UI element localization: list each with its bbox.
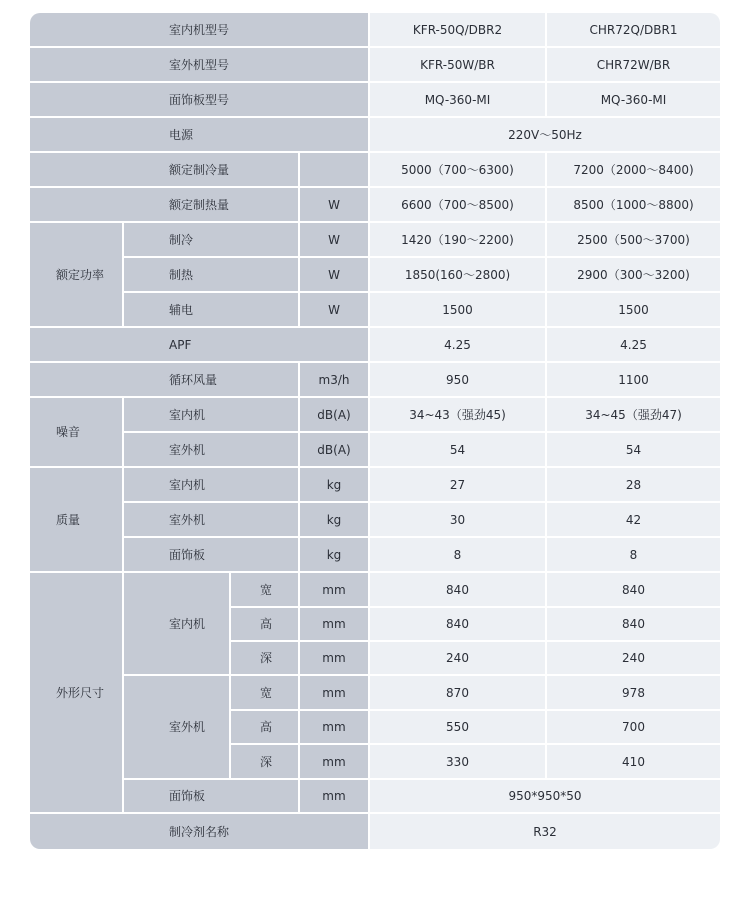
label-apf: APF — [30, 328, 370, 363]
label-noise-outdoor: 室外机 — [124, 433, 300, 468]
label-dim-outdoor-height: 高 — [231, 711, 300, 745]
label-power-heating: 制热 — [124, 258, 300, 293]
unit-noise-indoor: dB(A) — [300, 398, 370, 433]
unit-heating-capacity: W — [300, 188, 370, 223]
value-power-heating-2: 2900（300～3200) — [547, 258, 720, 293]
unit-weight-panel: kg — [300, 538, 370, 573]
value-weight-indoor-2: 28 — [547, 468, 720, 503]
unit-dim-indoor-width: mm — [300, 573, 370, 608]
value-outdoor-model-1: KFR-50W/BR — [370, 48, 547, 83]
label-heating-capacity: 额定制热量 — [30, 188, 300, 223]
value-indoor-model-1: KFR-50Q/DBR2 — [370, 13, 547, 48]
label-refrigerant: 制冷剂名称 — [30, 814, 370, 849]
value-noise-outdoor-1: 54 — [370, 433, 547, 468]
value-airflow-1: 950 — [370, 363, 547, 398]
value-power-cooling-1: 1420（190～2200) — [370, 223, 547, 258]
unit-cooling-capacity — [300, 153, 370, 188]
label-weight-indoor: 室内机 — [124, 468, 300, 503]
value-cooling-capacity-1: 5000（700～6300) — [370, 153, 547, 188]
value-dim-outdoor-width-2: 978 — [547, 676, 720, 711]
unit-dim-panel: mm — [300, 780, 370, 814]
value-dim-indoor-height-2: 840 — [547, 608, 720, 642]
unit-power-cooling: W — [300, 223, 370, 258]
value-dim-indoor-depth-2: 240 — [547, 642, 720, 676]
label-airflow: 循环风量 — [30, 363, 300, 398]
label-dim-outdoor: 室外机 — [124, 676, 231, 780]
label-power-supply: 电源 — [30, 118, 370, 153]
unit-dim-indoor-depth: mm — [300, 642, 370, 676]
value-dim-outdoor-height-2: 700 — [547, 711, 720, 745]
label-dim-panel: 面饰板 — [124, 780, 300, 814]
group-rated-power: 额定功率 — [30, 223, 124, 328]
value-cooling-capacity-2: 7200（2000～8400) — [547, 153, 720, 188]
value-noise-indoor-1: 34~43（强劲45) — [370, 398, 547, 433]
value-outdoor-model-2: CHR72W/BR — [547, 48, 720, 83]
spec-table — [30, 13, 720, 849]
value-power-cooling-2: 2500（500～3700) — [547, 223, 720, 258]
group-weight: 质量 — [30, 468, 124, 573]
value-weight-indoor-1: 27 — [370, 468, 547, 503]
value-dim-outdoor-width-1: 870 — [370, 676, 547, 711]
label-dim-indoor-width: 宽 — [231, 573, 300, 608]
value-power-aux-2: 1500 — [547, 293, 720, 328]
unit-weight-outdoor: kg — [300, 503, 370, 538]
unit-power-heating: W — [300, 258, 370, 293]
value-heating-capacity-1: 6600（700～8500) — [370, 188, 547, 223]
value-refrigerant: R32 — [370, 814, 720, 849]
value-panel-model-2: MQ-360-MI — [547, 83, 720, 118]
label-dim-indoor: 室内机 — [124, 573, 231, 676]
label-outdoor-model: 室外机型号 — [30, 48, 370, 83]
label-dim-indoor-height: 高 — [231, 608, 300, 642]
label-power-cooling: 制冷 — [124, 223, 300, 258]
label-panel-model: 面饰板型号 — [30, 83, 370, 118]
label-dim-outdoor-depth: 深 — [231, 745, 300, 780]
value-dim-indoor-height-1: 840 — [370, 608, 547, 642]
value-panel-model-1: MQ-360-MI — [370, 83, 547, 118]
value-apf-2: 4.25 — [547, 328, 720, 363]
value-weight-panel-1: 8 — [370, 538, 547, 573]
label-noise-indoor: 室内机 — [124, 398, 300, 433]
value-noise-outdoor-2: 54 — [547, 433, 720, 468]
label-power-aux: 辅电 — [124, 293, 300, 328]
value-dim-panel: 950*950*50 — [370, 780, 720, 814]
value-power-supply: 220V～50Hz — [370, 118, 720, 153]
value-indoor-model-2: CHR72Q/DBR1 — [547, 13, 720, 48]
value-weight-panel-2: 8 — [547, 538, 720, 573]
value-airflow-2: 1100 — [547, 363, 720, 398]
unit-airflow: m3/h — [300, 363, 370, 398]
label-weight-panel: 面饰板 — [124, 538, 300, 573]
label-cooling-capacity: 额定制冷量 — [30, 153, 300, 188]
value-dim-indoor-depth-1: 240 — [370, 642, 547, 676]
value-noise-indoor-2: 34~45（强劲47) — [547, 398, 720, 433]
group-dimensions: 外形尺寸 — [30, 573, 124, 814]
unit-noise-outdoor: dB(A) — [300, 433, 370, 468]
label-weight-outdoor: 室外机 — [124, 503, 300, 538]
value-dim-indoor-width-2: 840 — [547, 573, 720, 608]
unit-weight-indoor: kg — [300, 468, 370, 503]
value-apf-1: 4.25 — [370, 328, 547, 363]
value-heating-capacity-2: 8500（1000～8800) — [547, 188, 720, 223]
value-power-aux-1: 1500 — [370, 293, 547, 328]
unit-dim-indoor-height: mm — [300, 608, 370, 642]
unit-dim-outdoor-height: mm — [300, 711, 370, 745]
group-noise: 噪音 — [30, 398, 124, 468]
value-dim-outdoor-height-1: 550 — [370, 711, 547, 745]
label-dim-indoor-depth: 深 — [231, 642, 300, 676]
unit-dim-outdoor-width: mm — [300, 676, 370, 711]
label-indoor-model: 室内机型号 — [30, 13, 370, 48]
value-weight-outdoor-2: 42 — [547, 503, 720, 538]
value-dim-outdoor-depth-2: 410 — [547, 745, 720, 780]
value-power-heating-1: 1850(160～2800) — [370, 258, 547, 293]
value-dim-indoor-width-1: 840 — [370, 573, 547, 608]
unit-dim-outdoor-depth: mm — [300, 745, 370, 780]
value-weight-outdoor-1: 30 — [370, 503, 547, 538]
label-dim-outdoor-width: 宽 — [231, 676, 300, 711]
unit-power-aux: W — [300, 293, 370, 328]
value-dim-outdoor-depth-1: 330 — [370, 745, 547, 780]
